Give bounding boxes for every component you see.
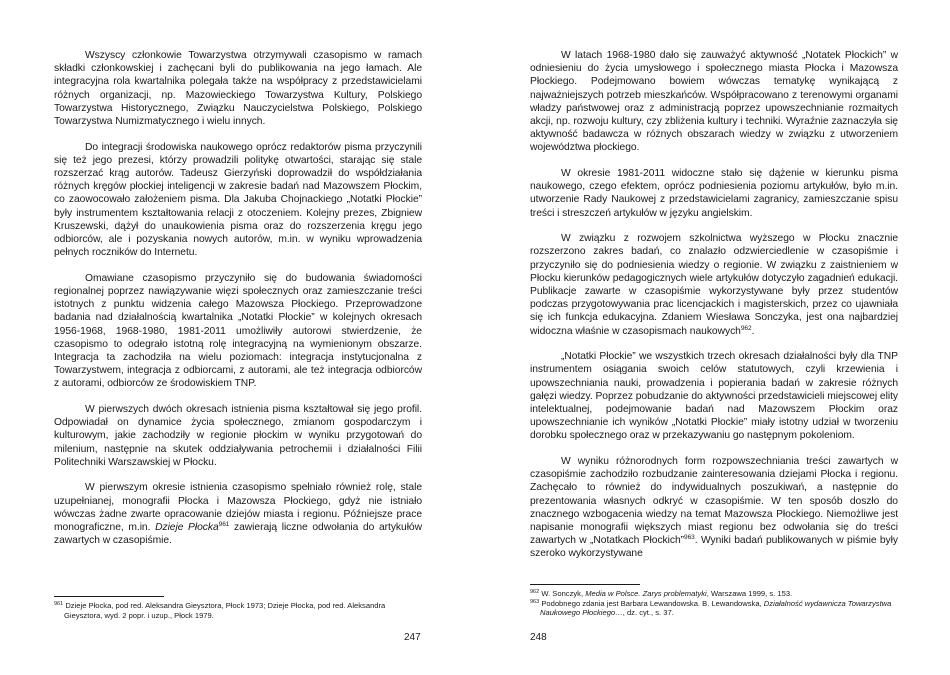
footnote-961 bbox=[54, 601, 422, 620]
footnote-lead: Podobnego zdania jest Barbara Lewandowska. B. Lewandowska, bbox=[541, 598, 764, 608]
footnote-title: Działalność wydawnicza Towarzystwa Naukowego Płockiego… bbox=[540, 598, 892, 618]
right-paragraph-3-tail: . bbox=[751, 325, 755, 337]
dzieje-plocka-title: Dzieje Płocka bbox=[155, 522, 219, 534]
right-page bbox=[475, 0, 950, 675]
footnote-number: 963 bbox=[530, 598, 540, 605]
footnote-lead: W. Sonczyk, bbox=[541, 589, 586, 598]
footnote-separator bbox=[530, 584, 640, 585]
left-paragraph-1: Wszyscy członkowie Towarzystwa otrzymywali czasopismo w ramach składki członkowskiej i zachęcani byli do publikowania na jego łamach. Ale integracyjna rola kwartalnika polegała także na współpracy z przedstawicielami różnych organizacji, np. Mazowieckiego Towarzystwa Kultury, Polskiego Towarzystwa Historycznego, Związku Nauczycielstwa Polskiego, Polskiego Towarzystwa Numizmatycznego i wielu innych. bbox=[54, 50, 422, 128]
left-text-column bbox=[54, 49, 422, 547]
left-paragraph-2: Do integracji środowiska naukowego oprócz redaktorów pisma przyczynili się też jego prezesi, którzy prowadzili politykę otwartości, starając się stale rozszerzać krąg autorów. Tadeusz Gierzyński doprowadził do współdziałania różnych kręgów płockiej inteligencji w zakresie badań nad Mazowszem Płockim, co zaowocowało założeniem pisma. Dla Jakuba Chojnackiego „Notatki Płockie” były instrumentem kształtowania relacji z otoczeniem. Kolejny prezes, Zbigniew Kruszewski, dążył do unaukowienia pisma oraz do rozszerzenia kręgu jego odbiorców, ale i pozyskania nowych autorów, m.in. w wyniku wprowadzenia pełnych roczników do Internetu. bbox=[54, 141, 422, 259]
footnote-tail: , dz. cyt., s. 37. bbox=[622, 608, 674, 618]
footnote-text: Dzieje Płocka, pod red. Aleksandra Gieysztora, Płock 1973; Dzieje Płocka, pod red. Aleksandra Gieysztora, wyd. 2 popr. i uzup., Płock 1979. bbox=[64, 601, 386, 620]
right-footnotes bbox=[530, 589, 898, 618]
footnote-separator bbox=[54, 596, 164, 597]
footnote-ref-961[interactable]: 961 bbox=[218, 521, 230, 529]
right-paragraph-2: W okresie 1981-2011 widoczne stało się dążenie w kierunku pisma naukowego, czego efektem, oprócz podniesienia poziomu artykułów, było m.in. utworzenie Rady Naukowej z przedstawicielami zagranicy, zamieszczanie spisu treści i streszczeń artykułów w języku angielskim. bbox=[530, 168, 898, 219]
footnote-number: 962 bbox=[530, 589, 540, 595]
left-paragraph-5-text: W pierwszym okresie istnienia czasopismo spełniało również rolę, stale uzupełnianej, monografii Płocka i Mazowsza Płockiego, gdyż nie istniało wówczas żadne zwarte opracowanie dziejów miasta i regionu. Późniejsze prace monograficzne, m.in. bbox=[54, 482, 422, 534]
footnote-number: 961 bbox=[54, 601, 64, 607]
right-paragraph-5 bbox=[530, 455, 898, 561]
right-paragraph-3-text: W związku z rozwojem szkolnictwa wyższego w Płocku znacznie rozszerzono zakres badań, co znalazło odzwierciedlenie w czasopiśmie i przyczyniło się do podniesienia wiedzy o regionie. W związku z zaistnieniem w Płocku kierunków pedagogicznych wiele artykułów dotyczyło zagadnień edukacji. Publikacje zawarte w czasopiśmie wykorzystywane były przez studentów podczas przygotowywania prac licencjackich i magisterskich, przez co ujawniała się ich funkcja edukacyjna. Zdaniem Wiesława Sonczyka, jest ona najbardziej widoczna właśnie w czasopismach naukowych bbox=[530, 233, 898, 337]
left-paragraph-5-tail: zawierają liczne odwołania do artykułów zawartych w czasopiśmie. bbox=[54, 522, 422, 547]
left-paragraph-5 bbox=[54, 481, 422, 547]
footnote-ref-963[interactable]: 963 bbox=[684, 534, 695, 542]
footnote-962 bbox=[530, 589, 898, 599]
right-paragraph-4: „Notatki Płockie” we wszystkich trzech okresach działalności były dla TNP instrumentem osiągania swoich celów statutowych, czyli krzewienia i upowszechniania nauki, prowadzenia i popierania badań w zakresie różnych gałęzi wiedzy. Poprzez pobudzanie do aktywności przedstawicieli miejscowej elity intelektualnej, podejmowanie badań nad Mazowszem Płockim oraz upowszechnianie ich wyników „Notatki Płockie” miały istotny udział w tworzeniu dorobku społecznego oraz w przekazywaniu go następnym pokoleniom. bbox=[530, 351, 898, 442]
left-paragraph-4: W pierwszych dwóch okresach istnienia pisma kształtował się jego profil. Odpowiadał on dynamice życia społecznego, zmianom gospodarczym i kulturowym, jakie zachodziły w regionie płockim w wyniku przygotowań do milenium, następnie na skutek oddziaływania petrochemii i działalności Filii Politechniki Warszawskiej w Płocku. bbox=[54, 404, 422, 468]
right-paragraph-1: W latach 1968-1980 dało się zauważyć aktywność „Notatek Płockich” w odniesieniu do życia umysłowego i społecznego miasta Płocka i Mazowsza Płockiego. Podejmowano bowiem wówczas tematykę wynikającą z najważniejszych potrzeb mieszkańców. Współpracowano z terenowymi organami władzy państwowej oraz z administracją poprzez upowszechnianie rozmaitych akcji, np. rozwoju kultury, czy zbliżenia kultury i techniki. Wyraźnie zaznaczyła się aktywność badawcza w różnych obszarach wiedzy w związku z utworzeniem województwa płockiego. bbox=[530, 50, 898, 154]
footnote-title: Media w Polsce. Zarys problematyki bbox=[585, 589, 707, 598]
page-number-right: 248 bbox=[530, 632, 547, 643]
page-number-left: 247 bbox=[404, 632, 421, 643]
right-paragraph-5-tail: . Wyniki badań publikowanych w piśmie były szeroko wykorzystywane bbox=[530, 535, 898, 560]
footnote-963 bbox=[530, 599, 898, 618]
footnote-ref-962[interactable]: 962 bbox=[740, 324, 752, 332]
right-text-column bbox=[530, 49, 898, 561]
right-paragraph-3 bbox=[530, 232, 898, 338]
right-paragraph-5-text: W wyniku różnorodnych form rozpowszechniania treści zawartych w czasopiśmie zachodziło rozbudzanie zainteresowania dziejami Płocka i regionu. Zachęcało to również do indywidualnych poszukiwań, a następnie do prezentowania własnych odkryć w czasopiśmie. W ten sposób doszło do znacznego wzbogacenia wiedzy na temat Mazowsza Płockiego. Niemożliwe jest napisanie monografii większych miast regionu bez odwołania się do treści zawartych w „Notatkach Płockich” bbox=[530, 456, 898, 547]
footnote-tail: , Warszawa 1999, s. 153. bbox=[706, 589, 793, 598]
left-paragraph-3: Omawiane czasopismo przyczyniło się do budowania świadomości regionalnej poprzez nawiązywanie więzi społecznych oraz zamieszczanie treści istotnych z punktu widzenia całego Mazowsza Płockiego. Przeprowadzone badania nad działalnością kwartalnika „Notatki Płockie” w kolejnych okresach 1956-1968, 1968-1980, 1981-2011 umożliwiły autorowi stwierdzenie, że czasopismo to odegrało istotną rolę integracyjną na wymienionym obszarze. Integracja ta zachodziła na wielu poziomach: integracja instytucjonalna z Towarzystwem, integracja z odbiorcami, z autorami, ale też integracja odbiorców z autorami, odbiorców ze środowiskiem TNP. bbox=[54, 272, 422, 390]
left-footnotes bbox=[54, 601, 422, 620]
